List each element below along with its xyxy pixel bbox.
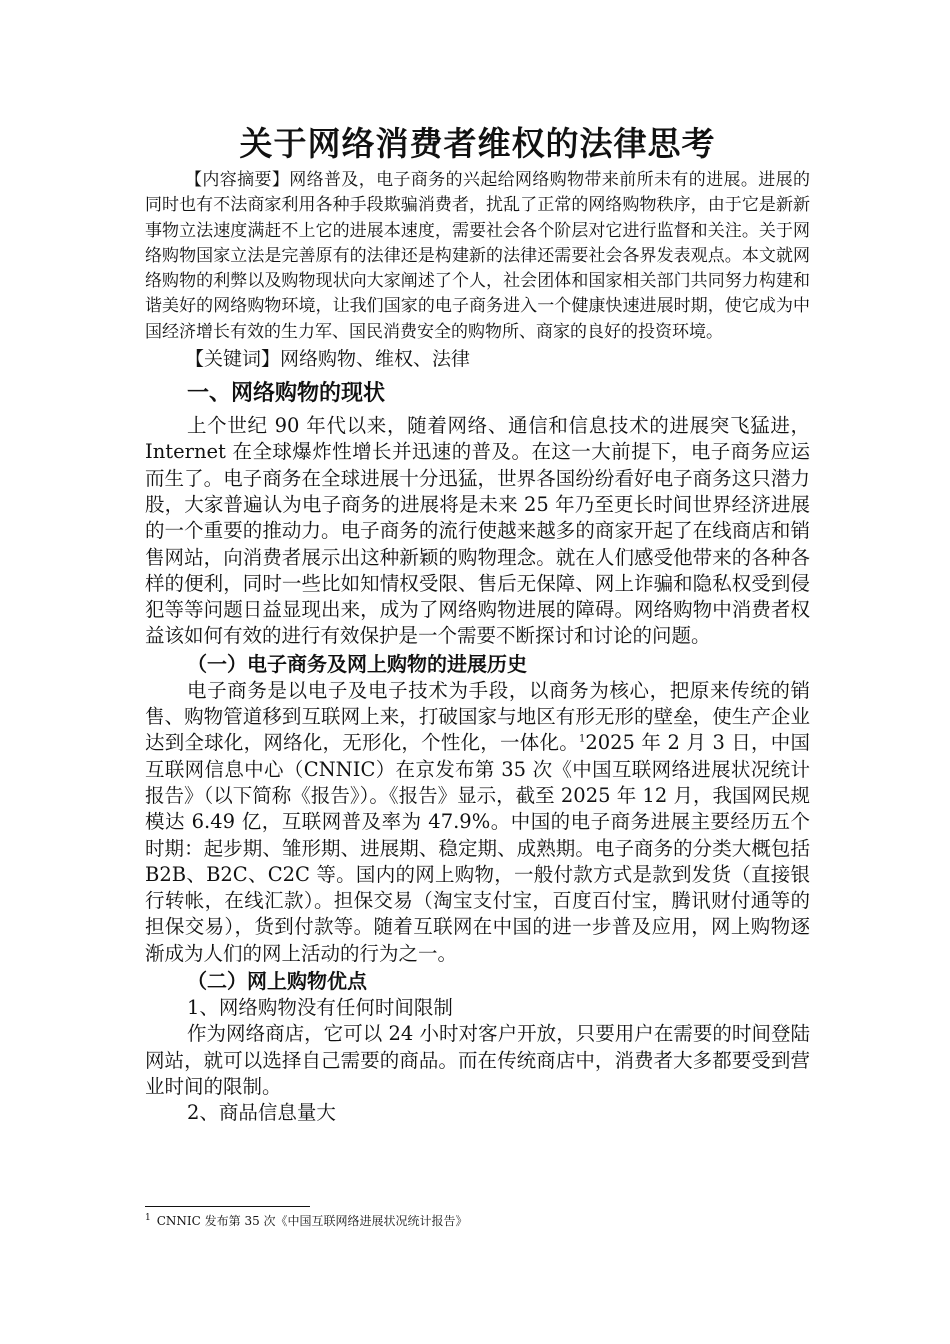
paragraph-text: 电子商务是以电子及电子技术为手段，以商务为核心，把原来传统的销售、购物管道移到互联网上来，打破国家与地区有形无形的壁垒，使生产企业达到全球化，网络化，无形化，个性化，一体化。 xyxy=(145,678,810,755)
section-heading: 一、网络购物的现状 xyxy=(187,381,386,407)
keywords-line: 【关键词】网络购物、维权、法律 xyxy=(185,348,471,371)
subsection-heading: （二）网上购物优点 xyxy=(187,969,367,994)
page-title: 关于网络消费者维权的法律思考 xyxy=(239,124,716,163)
footnote-mark: 1 xyxy=(145,1213,151,1223)
list-item: 2、商品信息量大 xyxy=(187,1101,336,1125)
paragraph-text-continued: 2025 年 2 月 3 日，中国互联网信息中心（CNNIC）在京发布第 35 次《中国互联网络进展状况统计报告》（以下简称《报告》）。《报告》显示，截至 2025 年 12 月，我国网民规模达 6.49 亿，互联网普及率为 47.9%。中国的电子商务进展主要经历五个时期：起步期、雏形期、进展期、稳定期、成熟期。电子商务的分类大概包括 B2B、B2C、C2C 等。国内的网上购物，一般付款方式是款到发货（直接银行转帐，在线汇款）。担保交易（淘宝支付宝，百度百付宝，腾讯财付通等的担保交易），货到付款等。随着互联网在中国的进一步普及应用，网上购物逐渐成为人们的网上活动的行为之一。 xyxy=(145,731,810,965)
body-paragraph: 作为网络商店，它可以 24 小时对客户开放，只要用户在需要的时间登陆网站，就可以选择自己需要的商品。而在传统商店中，消费者大多都要受到营业时间的限制。 xyxy=(145,1022,810,1098)
document-body xyxy=(145,120,810,1127)
footnote xyxy=(145,1213,468,1229)
footnote-text: CNNIC 发布第 35 次《中国互联网络进展状况统计报告》 xyxy=(156,1214,468,1228)
footnote-separator xyxy=(145,1206,310,1207)
list-item: 1、网络购物没有任何时间限制 xyxy=(187,996,453,1020)
body-paragraph-with-footnote xyxy=(145,678,810,967)
footnote-reference[interactable]: 1 xyxy=(578,733,586,745)
body-paragraph: 上个世纪 90 年代以来，随着网络、通信和信息技术的进展突飞猛进，Internet 在全球爆炸性增长并迅速的普及。在这一大前提下，电子商务应运而生了。电子商务在全球进展十分迅猛，世界各国纷纷看好电子商务这只潜力股，大家普遍认为电子商务的进展将是未来 25 年乃至更长时间世界经济进展的一个重要的推动力。电子商务的流行使越来越多的商家开起了在线商店和销售网站，向消费者展示出这种新颖的购物理念。就在人们感受他带来的各种各样的便利，同时一些比如知情权受限、售后无保障、网上诈骗和隐私权受到侵犯等等问题日益显现出来，成为了网络购物进展的障碍。网络购物中消费者权益该如何有效的进行有效保护是一个需要不断探讨和讨论的问题。 xyxy=(145,414,810,648)
subsection-heading: （一）电子商务及网上购物的进展历史 xyxy=(187,651,527,676)
abstract-paragraph: 【内容摘要】网络普及，电子商务的兴起给网络购物带来前所未有的进展。进展的同时也有不法商家利用各种手段欺骗消费者，扰乱了正常的网络购物秩序，由于它是新新事物立法速度满赶不上它的进展本速度，需要社会各个阶层对它进行监督和关注。关于网络购物国家立法是完善原有的法律还是构建新的法律还需要社会各界发表观点。本文就网络购物的利弊以及购物现状向大家阐述了个人，社会团体和国家相关部门共同努力构建和谐美好的网络购物环境，让我们国家的电子商务进入一个健康快速进展时期，使它成为中国经济增长有效的生力军、国民消费安全的购物所、商家的良好的投资环境。 xyxy=(145,170,810,342)
